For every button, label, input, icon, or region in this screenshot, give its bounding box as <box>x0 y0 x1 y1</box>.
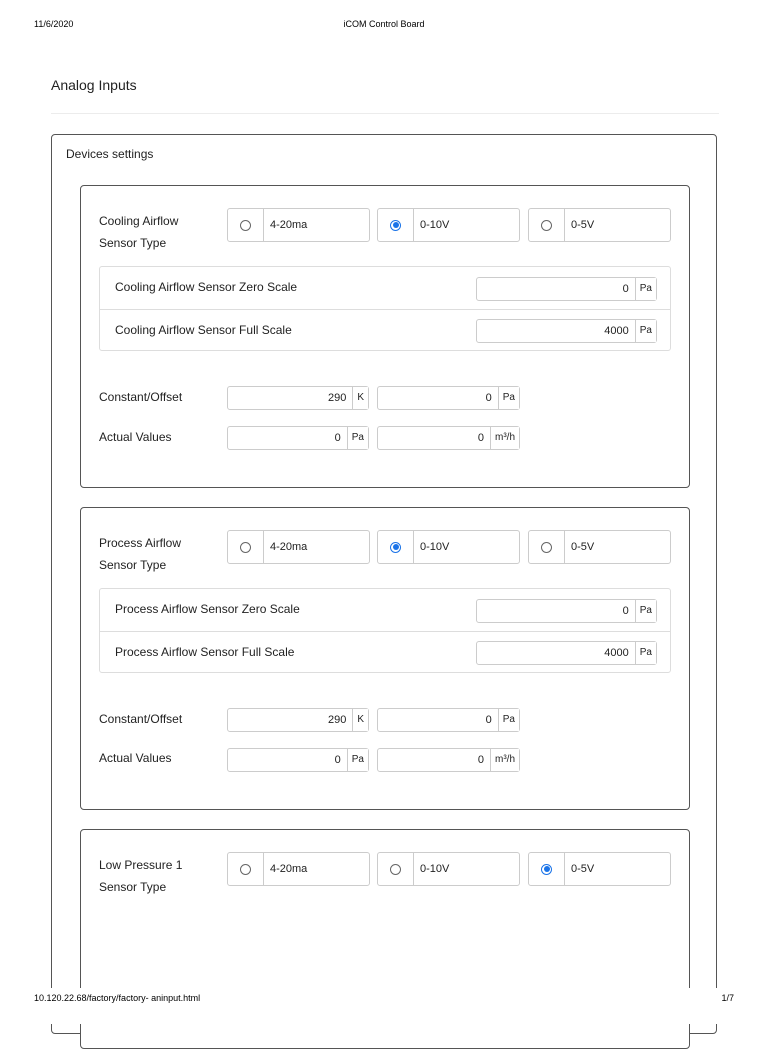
radio-label: 0-10V <box>420 863 450 875</box>
radio-unchecked-icon[interactable] <box>240 542 251 553</box>
radio-label: 0-10V <box>420 219 450 231</box>
constant-offset-label: Constant/Offset <box>99 390 183 404</box>
unit-label: m³/h <box>490 749 519 771</box>
zero-scale-value[interactable]: 0 <box>622 605 629 617</box>
unit-label: Pa <box>498 709 519 731</box>
unit-label: Pa <box>347 427 368 449</box>
sensor-type-label: Cooling Airflow Sensor Type <box>99 214 179 250</box>
print-footer <box>0 993 768 1007</box>
radio-label: 4-20ma <box>270 541 308 553</box>
unit-label: Pa <box>498 387 519 409</box>
radio-option-0-5v[interactable] <box>528 208 671 242</box>
sensor-type-label: Low Pressure 1 Sensor Type <box>99 858 183 894</box>
full-scale-value[interactable]: 4000 <box>604 325 629 337</box>
unit-label: K <box>352 709 368 731</box>
unit-label: K <box>352 387 368 409</box>
process-airflow-sensor-card <box>80 507 690 810</box>
constant-input[interactable] <box>227 708 369 732</box>
full-scale-row <box>100 631 670 674</box>
radio-label: 4-20ma <box>270 219 308 231</box>
radio-option-4-20ma[interactable] <box>227 852 370 886</box>
full-scale-row <box>100 309 670 352</box>
constant-value[interactable]: 290 <box>327 392 347 404</box>
unit-label: Pa <box>347 749 368 771</box>
offset-value[interactable]: 0 <box>485 392 492 404</box>
unit-label: Pa <box>635 320 656 342</box>
print-url: 10.120.22.68/factory/factory- aninput.html <box>34 993 201 1003</box>
offset-value[interactable]: 0 <box>485 714 492 726</box>
actual-pressure-field <box>227 426 369 450</box>
scale-settings-group <box>99 266 671 351</box>
zero-scale-label: Cooling Airflow Sensor Zero Scale <box>115 280 298 294</box>
actual-flow-field <box>377 426 520 450</box>
offset-input[interactable] <box>377 386 520 410</box>
actual-pressure-value: 0 <box>334 754 341 766</box>
full-scale-label: Process Airflow Sensor Full Scale <box>115 645 295 659</box>
full-scale-value[interactable]: 4000 <box>604 647 629 659</box>
print-date: 11/6/2020 <box>34 19 74 29</box>
radio-unchecked-icon[interactable] <box>541 542 552 553</box>
page-title: Analog Inputs <box>51 77 137 93</box>
radio-label: 4-20ma <box>270 863 308 875</box>
actual-flow-value: 0 <box>477 754 484 766</box>
radio-option-0-10v[interactable] <box>377 530 520 564</box>
radio-option-0-10v[interactable] <box>377 852 520 886</box>
zero-scale-row <box>100 589 670 631</box>
actual-flow-field <box>377 748 520 772</box>
radio-label: 0-5V <box>571 219 595 231</box>
zero-scale-input[interactable] <box>476 599 657 623</box>
print-title: iCOM Control Board <box>343 19 425 29</box>
radio-option-4-20ma[interactable] <box>227 208 370 242</box>
zero-scale-label: Process Airflow Sensor Zero Scale <box>115 602 300 616</box>
print-header <box>0 19 768 33</box>
unit-label: Pa <box>635 642 656 664</box>
print-page-number: 1/7 <box>721 993 734 1003</box>
zero-scale-input[interactable] <box>476 277 657 301</box>
unit-label: m³/h <box>490 427 519 449</box>
radio-checked-icon[interactable] <box>390 220 401 231</box>
unit-label: Pa <box>635 600 656 622</box>
full-scale-input[interactable] <box>476 641 657 665</box>
actual-values-label: Actual Values <box>99 430 172 444</box>
constant-input[interactable] <box>227 386 369 410</box>
scale-settings-group <box>99 588 671 673</box>
constant-value[interactable]: 290 <box>327 714 347 726</box>
cooling-airflow-sensor-card <box>80 185 690 488</box>
radio-checked-icon[interactable] <box>541 864 552 875</box>
actual-pressure-value: 0 <box>334 432 341 444</box>
actual-flow-value: 0 <box>477 432 484 444</box>
radio-label: 0-5V <box>571 863 595 875</box>
actual-values-label: Actual Values <box>99 751 172 765</box>
unit-label: Pa <box>635 278 656 300</box>
radio-unchecked-icon[interactable] <box>240 864 251 875</box>
radio-option-0-10v[interactable] <box>377 208 520 242</box>
radio-label: 0-10V <box>420 541 450 553</box>
devices-settings-card <box>51 134 717 1034</box>
radio-option-4-20ma[interactable] <box>227 530 370 564</box>
constant-offset-label: Constant/Offset <box>99 712 183 726</box>
radio-unchecked-icon[interactable] <box>240 220 251 231</box>
actual-pressure-field <box>227 748 369 772</box>
zero-scale-value[interactable]: 0 <box>622 283 629 295</box>
full-scale-input[interactable] <box>476 319 657 343</box>
zero-scale-row <box>100 267 670 309</box>
radio-label: 0-5V <box>571 541 595 553</box>
radio-unchecked-icon[interactable] <box>390 864 401 875</box>
devices-settings-title: Devices settings <box>66 147 154 161</box>
offset-input[interactable] <box>377 708 520 732</box>
radio-unchecked-icon[interactable] <box>541 220 552 231</box>
sensor-type-label: Process Airflow Sensor Type <box>99 536 182 572</box>
radio-checked-icon[interactable] <box>390 542 401 553</box>
radio-option-0-5v[interactable] <box>528 530 671 564</box>
full-scale-label: Cooling Airflow Sensor Full Scale <box>115 323 292 337</box>
title-divider <box>51 113 719 114</box>
radio-option-0-5v[interactable] <box>528 852 671 886</box>
